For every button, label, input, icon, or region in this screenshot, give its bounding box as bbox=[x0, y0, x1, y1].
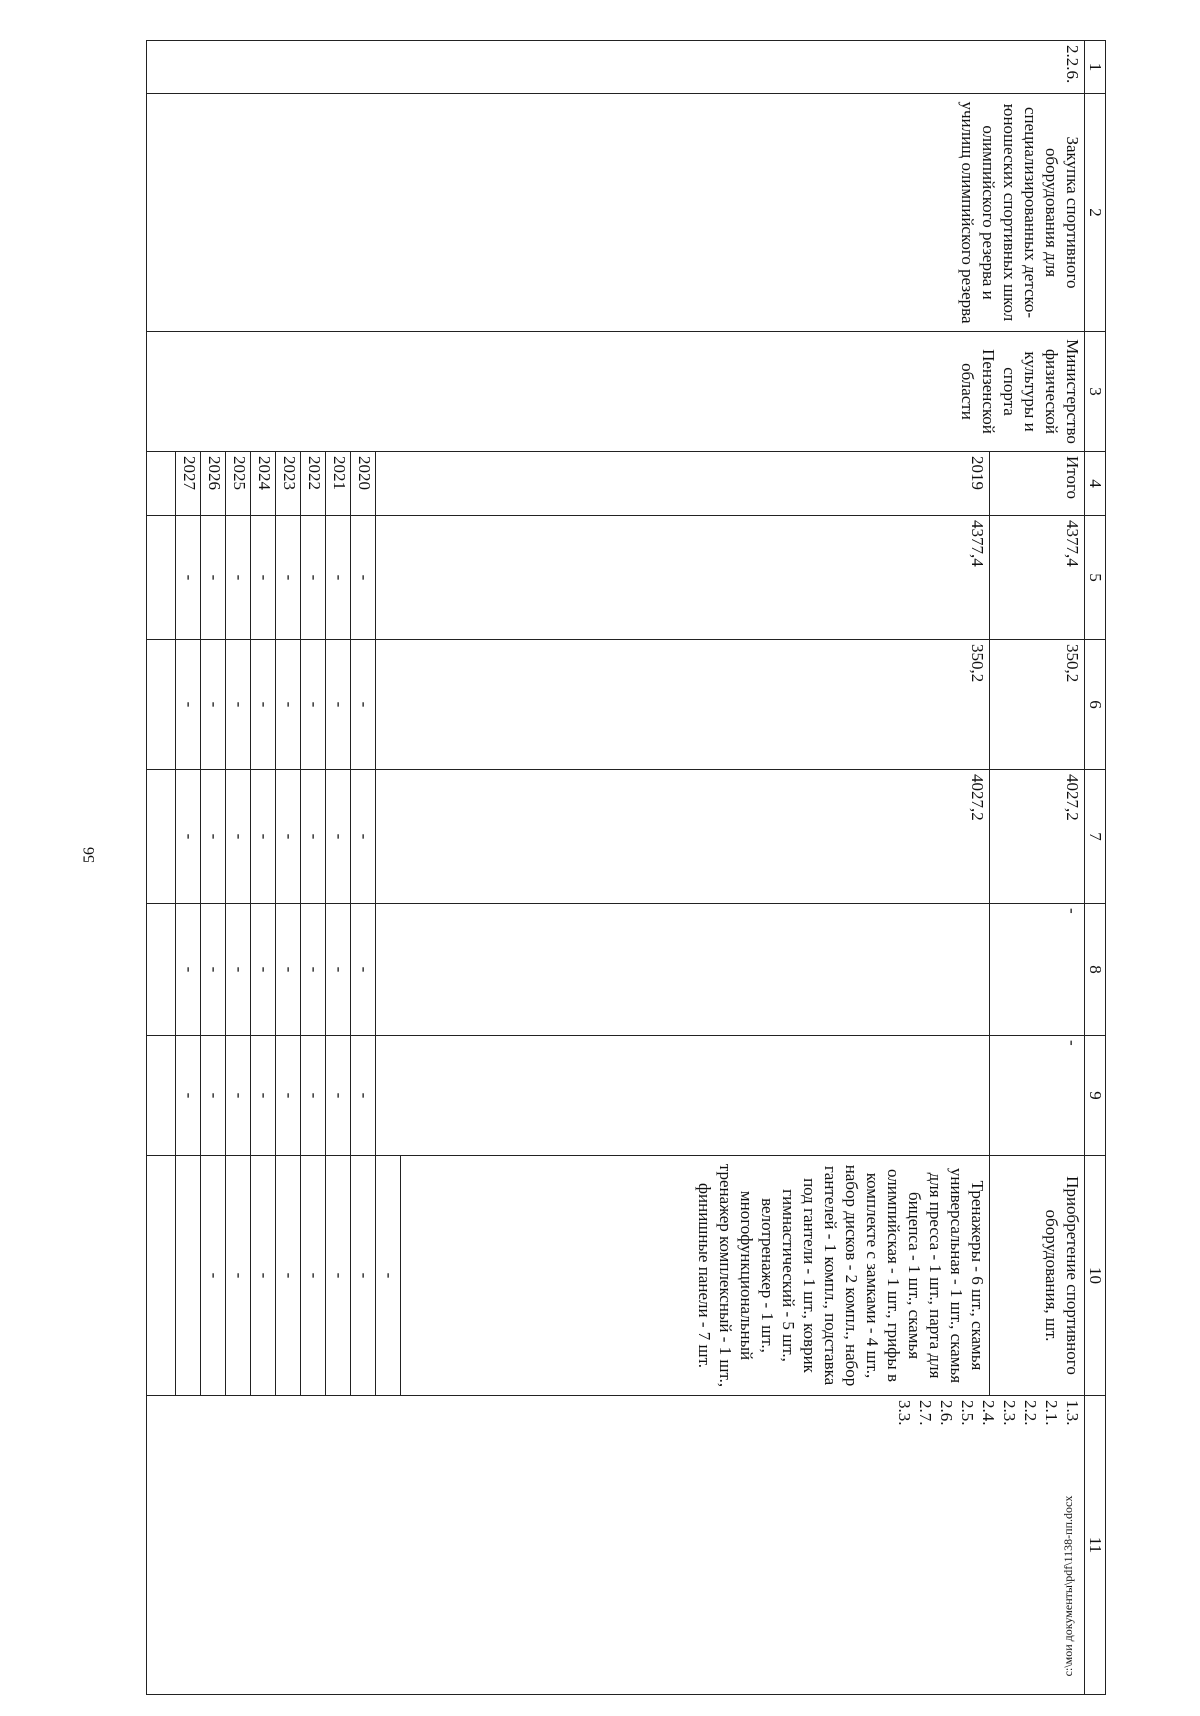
year-c7: - bbox=[276, 770, 301, 904]
column-number: 9 bbox=[1085, 1036, 1106, 1156]
year-c10: - bbox=[226, 1156, 251, 1396]
code: 2.1. bbox=[1042, 1400, 1061, 1426]
year-c6: - bbox=[301, 640, 326, 770]
year-cell: 2022 bbox=[301, 452, 326, 516]
total-indicator: Приобретение спортивного оборудования, шт. bbox=[990, 1156, 1085, 1396]
year-cell: 2020 bbox=[351, 452, 376, 516]
column-number: 2 bbox=[1085, 94, 1106, 332]
code: 2.6. bbox=[937, 1400, 956, 1426]
footer-file-path: c:\мои документы\pdf\1138-пп.docx bbox=[1061, 1495, 1075, 1677]
year-c5: - bbox=[226, 516, 251, 640]
total-c5: 4377,4 bbox=[990, 516, 1085, 640]
year-cell: 2024 bbox=[251, 452, 276, 516]
year-c9: - bbox=[351, 1036, 376, 1156]
column-number: 5 bbox=[1085, 516, 1106, 640]
year-c7: - bbox=[226, 770, 251, 904]
target-indicator-codes bbox=[147, 1396, 1085, 1695]
year-c9: - bbox=[201, 1036, 226, 1156]
year-c9: - bbox=[226, 1036, 251, 1156]
empty-cell bbox=[147, 1036, 176, 1156]
activity-number: 2.2.6. bbox=[147, 41, 1085, 94]
period-total: Итого bbox=[990, 452, 1085, 516]
empty-cell bbox=[147, 516, 176, 640]
year-c9 bbox=[376, 1036, 990, 1156]
year-c8: - bbox=[201, 904, 226, 1036]
year-c6: 350,2 bbox=[376, 640, 990, 770]
year-cell: 2019 bbox=[376, 452, 990, 516]
column-number: 1 bbox=[1085, 41, 1106, 94]
year-c6: - bbox=[351, 640, 376, 770]
year-c5: 4377,4 bbox=[376, 516, 990, 640]
year-c5: - bbox=[176, 516, 201, 640]
year-c10: - bbox=[326, 1156, 351, 1396]
total-c8: - bbox=[990, 904, 1085, 1036]
rotated-page-content bbox=[146, 40, 1106, 1694]
year-c5: - bbox=[301, 516, 326, 640]
empty-cell bbox=[147, 640, 176, 770]
code: 2.2. bbox=[1021, 1400, 1040, 1426]
year-c9: - bbox=[251, 1036, 276, 1156]
year-c7: - bbox=[176, 770, 201, 904]
year-c9: - bbox=[326, 1036, 351, 1156]
column-number: 4 bbox=[1085, 452, 1106, 516]
code: 1.3. bbox=[1063, 1400, 1082, 1426]
year-c10: - bbox=[351, 1156, 376, 1396]
code: 2.5. bbox=[958, 1400, 977, 1426]
empty-cell bbox=[147, 770, 176, 904]
year-c5: - bbox=[201, 516, 226, 640]
year-c8: - bbox=[251, 904, 276, 1036]
year-c9: - bbox=[176, 1036, 201, 1156]
year-c10: - bbox=[251, 1156, 276, 1396]
year-c7: - bbox=[201, 770, 226, 904]
empty-cell bbox=[147, 904, 176, 1036]
year-c10: - bbox=[301, 1156, 326, 1396]
year-c6: - bbox=[251, 640, 276, 770]
year-c6: - bbox=[226, 640, 251, 770]
year-c6: - bbox=[276, 640, 301, 770]
year-c7: - bbox=[301, 770, 326, 904]
year-c5: - bbox=[276, 516, 301, 640]
year-c8: - bbox=[276, 904, 301, 1036]
year-c7: - bbox=[326, 770, 351, 904]
year-c9: - bbox=[276, 1036, 301, 1156]
column-number: 6 bbox=[1085, 640, 1106, 770]
code: 2.7. bbox=[916, 1400, 935, 1426]
program-activities-table bbox=[146, 40, 1106, 1695]
total-c7: 4027,2 bbox=[990, 770, 1085, 904]
year-cell: 2021 bbox=[326, 452, 351, 516]
executor: Министерство физической культуры и спорта Пензенской области bbox=[147, 332, 1085, 452]
year-c9: - bbox=[301, 1036, 326, 1156]
year-c10-empty bbox=[176, 1156, 201, 1396]
year-cell: 2027 bbox=[176, 452, 201, 516]
year-c6: - bbox=[326, 640, 351, 770]
page-number: 56 bbox=[81, 847, 98, 863]
code: 2.4. bbox=[979, 1400, 998, 1426]
activity-name: Закупка спортивного оборудования для специализированных детско-юношеских спортивных школ олимпийского резерва и училищ олимпийского резерва bbox=[147, 94, 1085, 332]
year-c10: - bbox=[201, 1156, 226, 1396]
table-row-total bbox=[990, 41, 1085, 1695]
column-number: 10 bbox=[1085, 1156, 1106, 1396]
year-c8: - bbox=[226, 904, 251, 1036]
year-c8: - bbox=[301, 904, 326, 1036]
year-c5: - bbox=[326, 516, 351, 640]
equipment-list: Тренажеры - 6 шт., скамья универсальная - 1 шт., скамья для пресса - 1 шт., парта для бицепса - 1 шт., скамья олимпийская - 1 шт., грифы в комплекте с замками - 4 шт., набор дисков - 2 компл., набор гантелей - 1 компл., подставка под гантели - 1 шт., коврик гимнастический - 5 шт., велотренажер - 1 шт., многофункциональный тренажер комплексный - 1 шт., финишные панели - 7 шт. bbox=[401, 1156, 990, 1396]
column-number: 7 bbox=[1085, 770, 1106, 904]
total-c6: 350,2 bbox=[990, 640, 1085, 770]
year-c5: - bbox=[251, 516, 276, 640]
total-c9: - bbox=[990, 1036, 1085, 1156]
year-cell: 2023 bbox=[276, 452, 301, 516]
column-number: 11 bbox=[1085, 1396, 1106, 1695]
year-c8 bbox=[376, 904, 990, 1036]
year-c10: - bbox=[276, 1156, 301, 1396]
empty-cell bbox=[147, 1156, 176, 1396]
code: 2.3. bbox=[1000, 1400, 1019, 1426]
column-number: 8 bbox=[1085, 904, 1106, 1036]
year-cell: 2025 bbox=[226, 452, 251, 516]
year-c7: - bbox=[351, 770, 376, 904]
year-c10: - bbox=[376, 1156, 401, 1396]
year-c5: - bbox=[351, 516, 376, 640]
column-number-row bbox=[1085, 41, 1106, 1695]
empty-cell bbox=[147, 452, 176, 516]
year-c8: - bbox=[176, 904, 201, 1036]
year-c7: - bbox=[251, 770, 276, 904]
year-c7: 4027,2 bbox=[376, 770, 990, 904]
year-cell: 2026 bbox=[201, 452, 226, 516]
year-c6: - bbox=[201, 640, 226, 770]
year-c8: - bbox=[351, 904, 376, 1036]
year-c6: - bbox=[176, 640, 201, 770]
code: 3.3. bbox=[895, 1400, 914, 1426]
column-number: 3 bbox=[1085, 332, 1106, 452]
year-c8: - bbox=[326, 904, 351, 1036]
